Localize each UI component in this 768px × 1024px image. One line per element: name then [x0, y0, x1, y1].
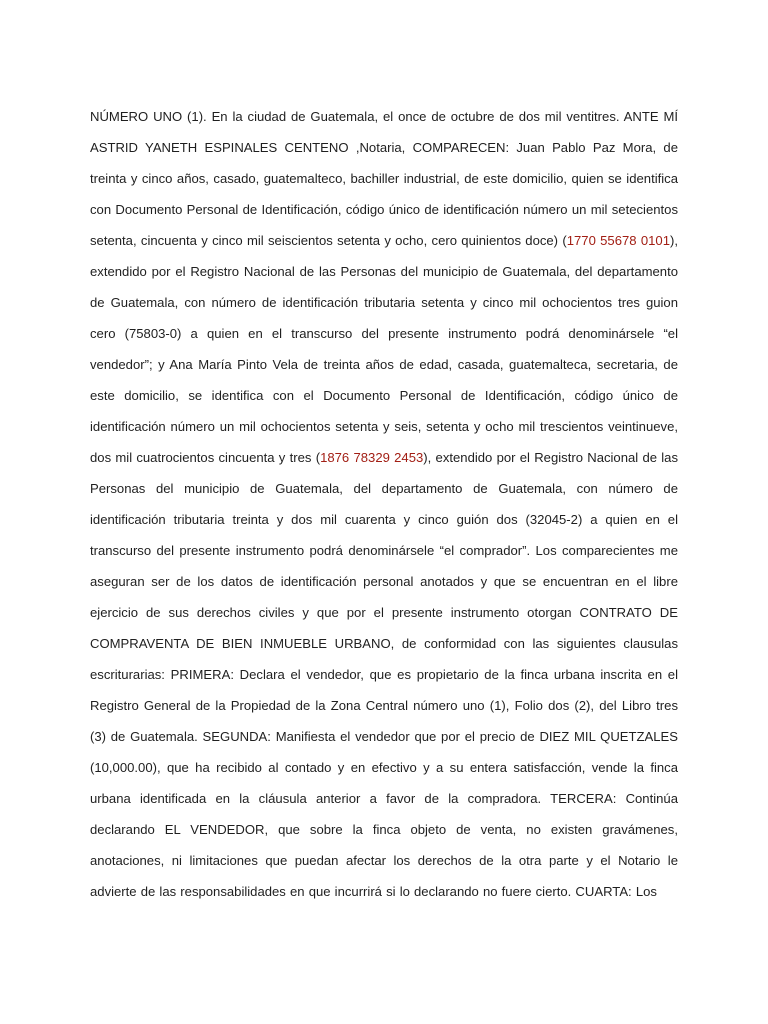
dpi-number-buyer: 1876 78329 2453	[320, 450, 424, 465]
dpi-number-seller: 1770 55678 0101	[566, 233, 670, 248]
deed-paragraph	[90, 101, 678, 907]
deed-text-part-1: NÚMERO UNO (1). En la ciudad de Guatemala, el once de octubre de dos mil ventitres. ANTE MÍ ASTRID YANETH ESPINALES CENTENO ,Notaria, COMPARECEN: Juan Pablo Paz Mora, de treinta y cinco años, casado, guatemalteco, bachiller industrial, de este domicilio, quien se identifica con Documento Personal de Identificación, código único de identificación número un mil setecientos setenta, cincuenta y cinco mil seiscientos setenta y ocho, cero quinientos doce) (	[90, 109, 678, 248]
deed-text-part-3: ), extendido por el Registro Nacional de las Personas del municipio de Guatemala, del departamento de Guatemala, con número de identificación tributaria treinta y dos mil cuarenta y cinco guión dos (32045-2) a quien en el transcurso del presente instrumento podrá denominársele “el comprador”. Los comparecientes me aseguran ser de los datos de identificación personal anotados y que se encuentran en el libre ejercicio de sus derechos civiles y que por el presente instrumento otorgan CONTRATO DE COMPRAVENTA DE BIEN INMUEBLE URBANO, de conformidad con las siguientes clausulas escriturarias: PRIMERA: Declara el vendedor, que es propietario de la finca urbana inscrita en el Registro General de la Propiedad de la Zona Central número uno (1), Folio dos (2), del Libro tres (3) de Guatemala. SEGUNDA: Manifiesta el vendedor que por el precio de DIEZ MIL QUETZALES (10,000.00), que ha recibido al contado y en efectivo y a su entera satisfacción, vende la finca urbana identificada en la cláusula anterior a favor de la compradora. TERCERA: Continúa declarando EL VENDEDOR, que sobre la finca objeto de venta, no existen gravámenes, anotaciones, ni limitaciones que puedan afectar los derechos de la otra parte y el Notario le advierte de las responsabilidades en que incurrirá si lo declarando no fuere cierto. CUARTA: Los	[90, 450, 679, 899]
deed-text-part-2: ), extendido por el Registro Nacional de las Personas del municipio de Guatemala, del departamento de Guatemala, con número de identificación tributaria setenta y cinco mil ochocientos tres guion cero (75803-0) a quien en el transcurso del presente instrumento podrá denominársele “el vendedor”; y Ana María Pinto Vela de treinta años de edad, casada, guatemalteca, secretaria, de este domicilio, se identifica con el Documento Personal de Identificación, código único de identificación número un mil ochocientos setenta y seis, setenta y ocho mil trescientos veintinueve, dos mil cuatrocientos cincuenta y tres (	[90, 233, 678, 465]
